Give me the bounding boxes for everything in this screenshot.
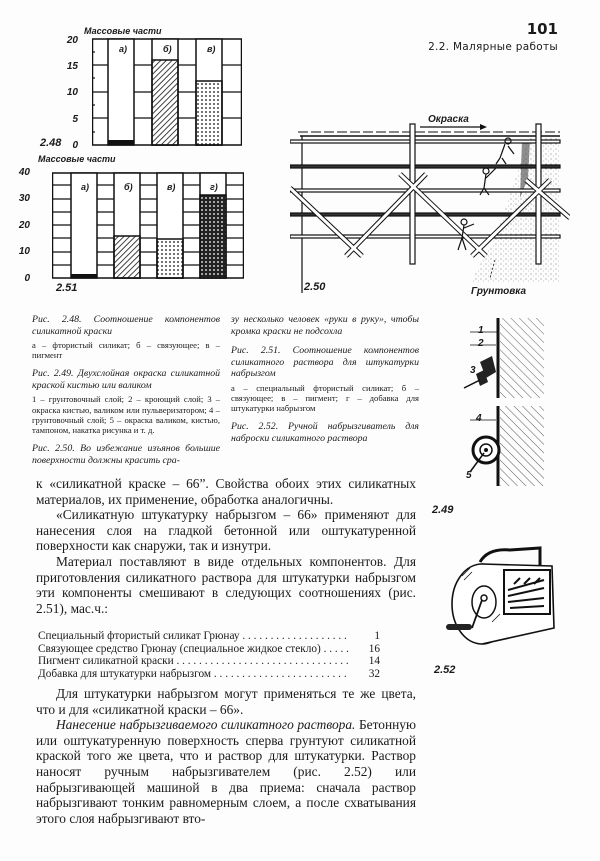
priming-label: Грунтовка: [471, 286, 526, 297]
list-item: [38, 655, 380, 668]
figure-number: 2.49: [432, 504, 454, 516]
paragraph: к «силикатной краске – 66”. Свойства обоих этих силикатных материалов, их применение, обработка аналогичны.: [36, 476, 416, 507]
mixture-proportions-list: [38, 630, 380, 680]
caption-2-50-continued: зу несколько человек «руки в руку», чтобы кромка краски не подсохла: [231, 314, 419, 337]
page-number: 101: [526, 20, 558, 38]
figure-2-50-scaffolding: [290, 114, 570, 297]
bar-label-c: в): [207, 44, 216, 54]
scaffolding-illustration: [290, 118, 570, 293]
painting-label: Окраска: [428, 114, 469, 125]
body-text-continued: [36, 686, 416, 826]
callout-2: 2: [478, 338, 484, 349]
caption-2-51-legend: а – специальный фтористый силикат; б – связующее; в – пигмент; г – добавка для штукатурки набрызгом: [231, 382, 419, 413]
bar-label-a: а): [81, 182, 90, 192]
bar-label-d: г): [210, 182, 218, 192]
list-item: [38, 668, 380, 681]
tick-label: 0: [72, 140, 78, 151]
figure-2-52-hand-sprayer: [440, 540, 570, 650]
component-name: Пигмент силикатной краски . . .: [38, 655, 350, 668]
caption-2-51-title: Рис. 2.51. Соотношение компонентов силикатного раствора для штукатурки набрызгом: [231, 345, 419, 379]
caption-2-48-title: Рис. 2.48. Соотношение компонентов силикатной краски: [32, 314, 220, 337]
figure-2-49: [460, 310, 600, 520]
component-value: 1: [374, 630, 380, 642]
bar-label-b: б): [124, 182, 133, 192]
component-name: Добавка для штукатурки набрызгом . . .: [38, 668, 350, 681]
tick-label: 20: [18, 220, 30, 231]
bar-label-b: б): [163, 44, 172, 54]
tick-label: 15: [66, 61, 78, 72]
component-value: 32: [368, 667, 380, 680]
bar-label-c: в): [167, 182, 176, 192]
callout-3: 3: [470, 365, 476, 376]
bar-label-a: а): [119, 44, 128, 54]
captions-left: [32, 314, 220, 469]
paragraph: «Силикатную штукатурку набрызгом – 66» применяют для нанесения слоя на гладкой бетонной или оштукатуренной поверхности как снаружи, так и изнутри.: [36, 507, 416, 554]
tick-label: 20: [66, 35, 78, 46]
component-name: Связующее средство Грюнау (специальное жидкое стекло) . . .: [38, 643, 350, 656]
captions-middle: [231, 314, 419, 447]
y-axis-label: Массовые части: [38, 154, 116, 164]
tick-label: 10: [66, 87, 78, 98]
paragraph-heading: Нанесение набрызгиваемого силикатного раствора.: [56, 717, 356, 733]
tick-label: 0: [24, 273, 30, 284]
y-axis-label: Массовые части: [84, 26, 162, 36]
paragraph: Материал поставляют в виде отдельных компонентов. Для приготовления силикатного раствора для штукатурки набрызгом эти компоненты смешивают в следующих соотношениях (рис. 2.51), мас.ч.:: [36, 553, 416, 616]
component-name: Специальный фтористый силикат Грюнау . . .: [38, 630, 350, 643]
tick-label: 40: [18, 167, 30, 178]
tick-label: 5: [72, 114, 78, 125]
callout-4: 4: [476, 413, 482, 424]
figure-2-51: [10, 152, 255, 282]
caption-2-49-title: Рис. 2.49. Двухслойная окраска силикатной краской кистью или валиком: [32, 368, 220, 391]
bar-chart-2-48: [92, 38, 242, 146]
hand-sprayer-illustration: [440, 540, 570, 650]
paragraph: [36, 717, 416, 826]
component-value: 14: [368, 655, 380, 668]
paragraph: Для штукатурки набрызгом могут применяться те же цвета, что и для «силикатной краски – 66».: [36, 686, 416, 717]
tick-label: 30: [18, 193, 30, 204]
figure-number: 2.50: [304, 281, 326, 293]
callout-5: 5: [466, 470, 472, 481]
caption-2-49-legend: 1 – грунтовочный слой; 2 – кроющий слой; 3 – окраска кистью, валиком или пульверизатором; 4 – грунтовочный слой; 5 – окраска валиком, кистью, тампоном, накатка рисунка и т. д.: [32, 394, 220, 436]
caption-2-50-title: Рис. 2.50. Во избежание изъянов большие поверхности должны красить сра-: [32, 443, 220, 466]
figure-number: 2.52: [434, 664, 456, 676]
callout-1: 1: [478, 325, 484, 336]
caption-2-52-title: Рис. 2.52. Ручной набрызгиватель для наброски силикатного раствора: [231, 421, 419, 444]
caption-2-48-legend: а – фтористый силикат; б – связующее; в – пигмент: [32, 340, 220, 361]
figure-2-48: [40, 26, 250, 156]
list-item: [38, 643, 380, 656]
section-title: 2.2. Малярные работы: [428, 41, 558, 53]
tick-label: 10: [18, 246, 30, 257]
figure-number: 2.48: [40, 137, 62, 149]
figure-number: 2.51: [56, 282, 78, 294]
body-text: [36, 476, 416, 616]
component-value: 16: [368, 642, 380, 655]
paragraph-text: Бетонную или оштукатуренную поверхность сперва грунтуют силикатной краской того же цвета, что и раствор для штукатурки. Раствор наносят ручным набрызгивателем (рис. 2.52) или набрызгивающей машиной в два приема: сначала раствор набрызгивают тонким равномерным слоем, а после схватывания этого слоя набрызгивают вто-: [36, 717, 416, 826]
list-item: [38, 630, 380, 643]
